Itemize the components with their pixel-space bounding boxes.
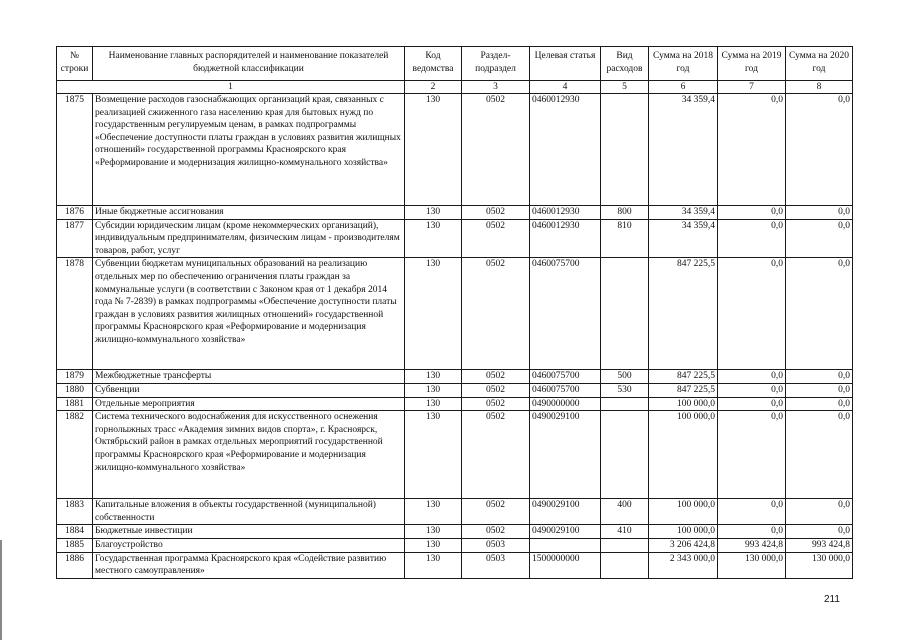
sum-2018: 3 206 424,8 (649, 538, 718, 552)
table-row (57, 538, 853, 552)
target-article: 0460075700 (530, 370, 601, 384)
sum-2020: 0,0 (786, 411, 853, 499)
row-name: Возмещение расходов газоснабжающих организаций края, связанных с реализацией сжиженного газа населению края для бытовых нужд по государственным регулируемым ценам, в рамках подпрограммы «Обеспечение доступности платы граждан в условиях развития жилищных отношений» государственной программы Красноярского края «Реформирование и модернизация жилищно-коммунального хозяйства» (93, 94, 405, 206)
department-code: 130 (405, 411, 462, 499)
row-number: 1885 (57, 538, 93, 552)
row-name: Благоустройство (93, 538, 405, 552)
row-name: Субвенции бюджетам муниципальных образований на реализацию отдельных мер по обеспечению ограничения платы граждан за коммунальные услуги (в соответствии с Законом края от 1 декабря 2014 года № 7-2839) в рамках подпрограммы «Обеспечение доступности платы граждан в условиях развития жилищных отношений» государственной программы Красноярского края «Реформирование и модернизация жилищно-коммунального хозяйства» (93, 258, 405, 370)
sum-2018: 100 000,0 (649, 411, 718, 499)
expense-type (601, 552, 649, 578)
sum-2020: 0,0 (786, 370, 853, 384)
scan-edge-line (0, 540, 2, 640)
column-number: 4 (530, 81, 601, 94)
sum-2018: 100 000,0 (649, 499, 718, 525)
row-name: Субвенции (93, 383, 405, 397)
section-code: 0503 (462, 538, 530, 552)
section-code: 0502 (462, 94, 530, 206)
table-row (57, 525, 853, 539)
row-name: Межбюджетные трансферты (93, 370, 405, 384)
table-row (57, 411, 853, 499)
sum-2020: 130 000,0 (786, 552, 853, 578)
department-code: 130 (405, 499, 462, 525)
header-row-number: № строки (57, 47, 93, 81)
column-number-row (57, 81, 853, 94)
expense-type (601, 411, 649, 499)
sum-2018: 34 359,4 (649, 219, 718, 258)
section-code: 0502 (462, 525, 530, 539)
sum-2019: 0,0 (718, 525, 786, 539)
row-name: Государственная программа Красноярского края «Содействие развитию местного самоуправления» (93, 552, 405, 578)
header-sum-2018: Сумма на 2018 год (649, 47, 718, 81)
department-code: 130 (405, 383, 462, 397)
sum-2020: 0,0 (786, 397, 853, 411)
department-code: 130 (405, 206, 462, 220)
column-number: 6 (649, 81, 718, 94)
header-name: Наименование главных распорядителей и наименование показателей бюджетной классификации (93, 47, 405, 81)
sum-2019: 130 000,0 (718, 552, 786, 578)
sum-2018: 100 000,0 (649, 397, 718, 411)
row-number: 1886 (57, 552, 93, 578)
sum-2019: 0,0 (718, 206, 786, 220)
header-expense-type: Вид расходов (601, 47, 649, 81)
row-number: 1877 (57, 219, 93, 258)
expense-type (601, 538, 649, 552)
section-code: 0502 (462, 219, 530, 258)
sum-2020: 0,0 (786, 206, 853, 220)
department-code: 130 (405, 219, 462, 258)
sum-2018: 100 000,0 (649, 525, 718, 539)
column-number: 8 (786, 81, 853, 94)
table-row (57, 552, 853, 578)
row-name: Отдельные мероприятия (93, 397, 405, 411)
sum-2020: 0,0 (786, 383, 853, 397)
table-header (57, 47, 853, 94)
page-number: 211 (824, 594, 840, 605)
sum-2020: 0,0 (786, 258, 853, 370)
department-code: 130 (405, 397, 462, 411)
row-number: 1879 (57, 370, 93, 384)
target-article: 0490029100 (530, 525, 601, 539)
sum-2019: 0,0 (718, 258, 786, 370)
table-row (57, 219, 853, 258)
table-row (57, 258, 853, 370)
target-article: 0460012930 (530, 206, 601, 220)
row-number: 1883 (57, 499, 93, 525)
section-code: 0502 (462, 499, 530, 525)
column-number: 3 (462, 81, 530, 94)
target-article: 0490029100 (530, 411, 601, 499)
table-row (57, 370, 853, 384)
table-row (57, 397, 853, 411)
header-sum-2020: Сумма на 2020 год (786, 47, 853, 81)
column-number: 1 (57, 81, 405, 94)
sum-2018: 847 225,5 (649, 383, 718, 397)
target-article (530, 538, 601, 552)
sum-2019: 993 424,8 (718, 538, 786, 552)
row-number: 1875 (57, 94, 93, 206)
table-row (57, 499, 853, 525)
row-number: 1882 (57, 411, 93, 499)
section-code: 0502 (462, 370, 530, 384)
header-section: Раздел-подраздел (462, 47, 530, 81)
row-number: 1881 (57, 397, 93, 411)
section-code: 0502 (462, 383, 530, 397)
sum-2019: 0,0 (718, 94, 786, 206)
section-code: 0502 (462, 411, 530, 499)
department-code: 130 (405, 552, 462, 578)
target-article: 0460075700 (530, 258, 601, 370)
department-code: 130 (405, 258, 462, 370)
department-code: 130 (405, 94, 462, 206)
expense-type: 810 (601, 219, 649, 258)
row-name: Система технического водоснабжения для искусственного оснежения горнолыжных трасс «Академия зимних видов спорта», г. Красноярск, Октябрьский район в рамках отдельных мероприятий государственной программы Красноярского края «Реформирование и модернизация жилищно-коммунального хозяйства» (93, 411, 405, 499)
sum-2020: 0,0 (786, 219, 853, 258)
expense-type: 800 (601, 206, 649, 220)
section-code: 0502 (462, 258, 530, 370)
table-row (57, 206, 853, 220)
expense-type: 410 (601, 525, 649, 539)
column-number: 5 (601, 81, 649, 94)
sum-2019: 0,0 (718, 370, 786, 384)
table-row (57, 383, 853, 397)
header-department-code: Код ведомства (405, 47, 462, 81)
sum-2018: 847 225,5 (649, 258, 718, 370)
row-number: 1876 (57, 206, 93, 220)
expense-type (601, 94, 649, 206)
row-number: 1878 (57, 258, 93, 370)
sum-2019: 0,0 (718, 411, 786, 499)
sum-2020: 0,0 (786, 499, 853, 525)
row-name: Капитальные вложения в объекты государственной (муниципальной) собственности (93, 499, 405, 525)
sum-2019: 0,0 (718, 499, 786, 525)
target-article: 0490029100 (530, 499, 601, 525)
sum-2018: 34 359,4 (649, 94, 718, 206)
sum-2018: 34 359,4 (649, 206, 718, 220)
department-code: 130 (405, 538, 462, 552)
sum-2018: 2 343 000,0 (649, 552, 718, 578)
row-name: Иные бюджетные ассигнования (93, 206, 405, 220)
header-sum-2019: Сумма на 2019 год (718, 47, 786, 81)
section-code: 0502 (462, 206, 530, 220)
target-article: 0460012930 (530, 219, 601, 258)
sum-2020: 0,0 (786, 525, 853, 539)
column-number: 7 (718, 81, 786, 94)
budget-table (56, 46, 853, 579)
table-body (57, 94, 853, 579)
target-article: 0460012930 (530, 94, 601, 206)
sum-2020: 0,0 (786, 94, 853, 206)
expense-type (601, 258, 649, 370)
header-target-article: Целевая статья (530, 47, 601, 81)
expense-type: 530 (601, 383, 649, 397)
row-name: Бюджетные инвестиции (93, 525, 405, 539)
section-code: 0503 (462, 552, 530, 578)
expense-type: 500 (601, 370, 649, 384)
row-number: 1884 (57, 525, 93, 539)
row-name: Субсидии юридическим лицам (кроме некоммерческих организаций), индивидуальным предпринимателям, физическим лицам - производителям товаров, работ, услуг (93, 219, 405, 258)
row-number: 1880 (57, 383, 93, 397)
expense-type (601, 397, 649, 411)
sum-2019: 0,0 (718, 397, 786, 411)
expense-type: 400 (601, 499, 649, 525)
target-article: 0490000000 (530, 397, 601, 411)
sum-2020: 993 424,8 (786, 538, 853, 552)
sum-2018: 847 225,5 (649, 370, 718, 384)
target-article: 0460075700 (530, 383, 601, 397)
department-code: 130 (405, 525, 462, 539)
department-code: 130 (405, 370, 462, 384)
section-code: 0502 (462, 397, 530, 411)
target-article: 1500000000 (530, 552, 601, 578)
sum-2019: 0,0 (718, 383, 786, 397)
column-number: 2 (405, 81, 462, 94)
table-row (57, 94, 853, 206)
sum-2019: 0,0 (718, 219, 786, 258)
